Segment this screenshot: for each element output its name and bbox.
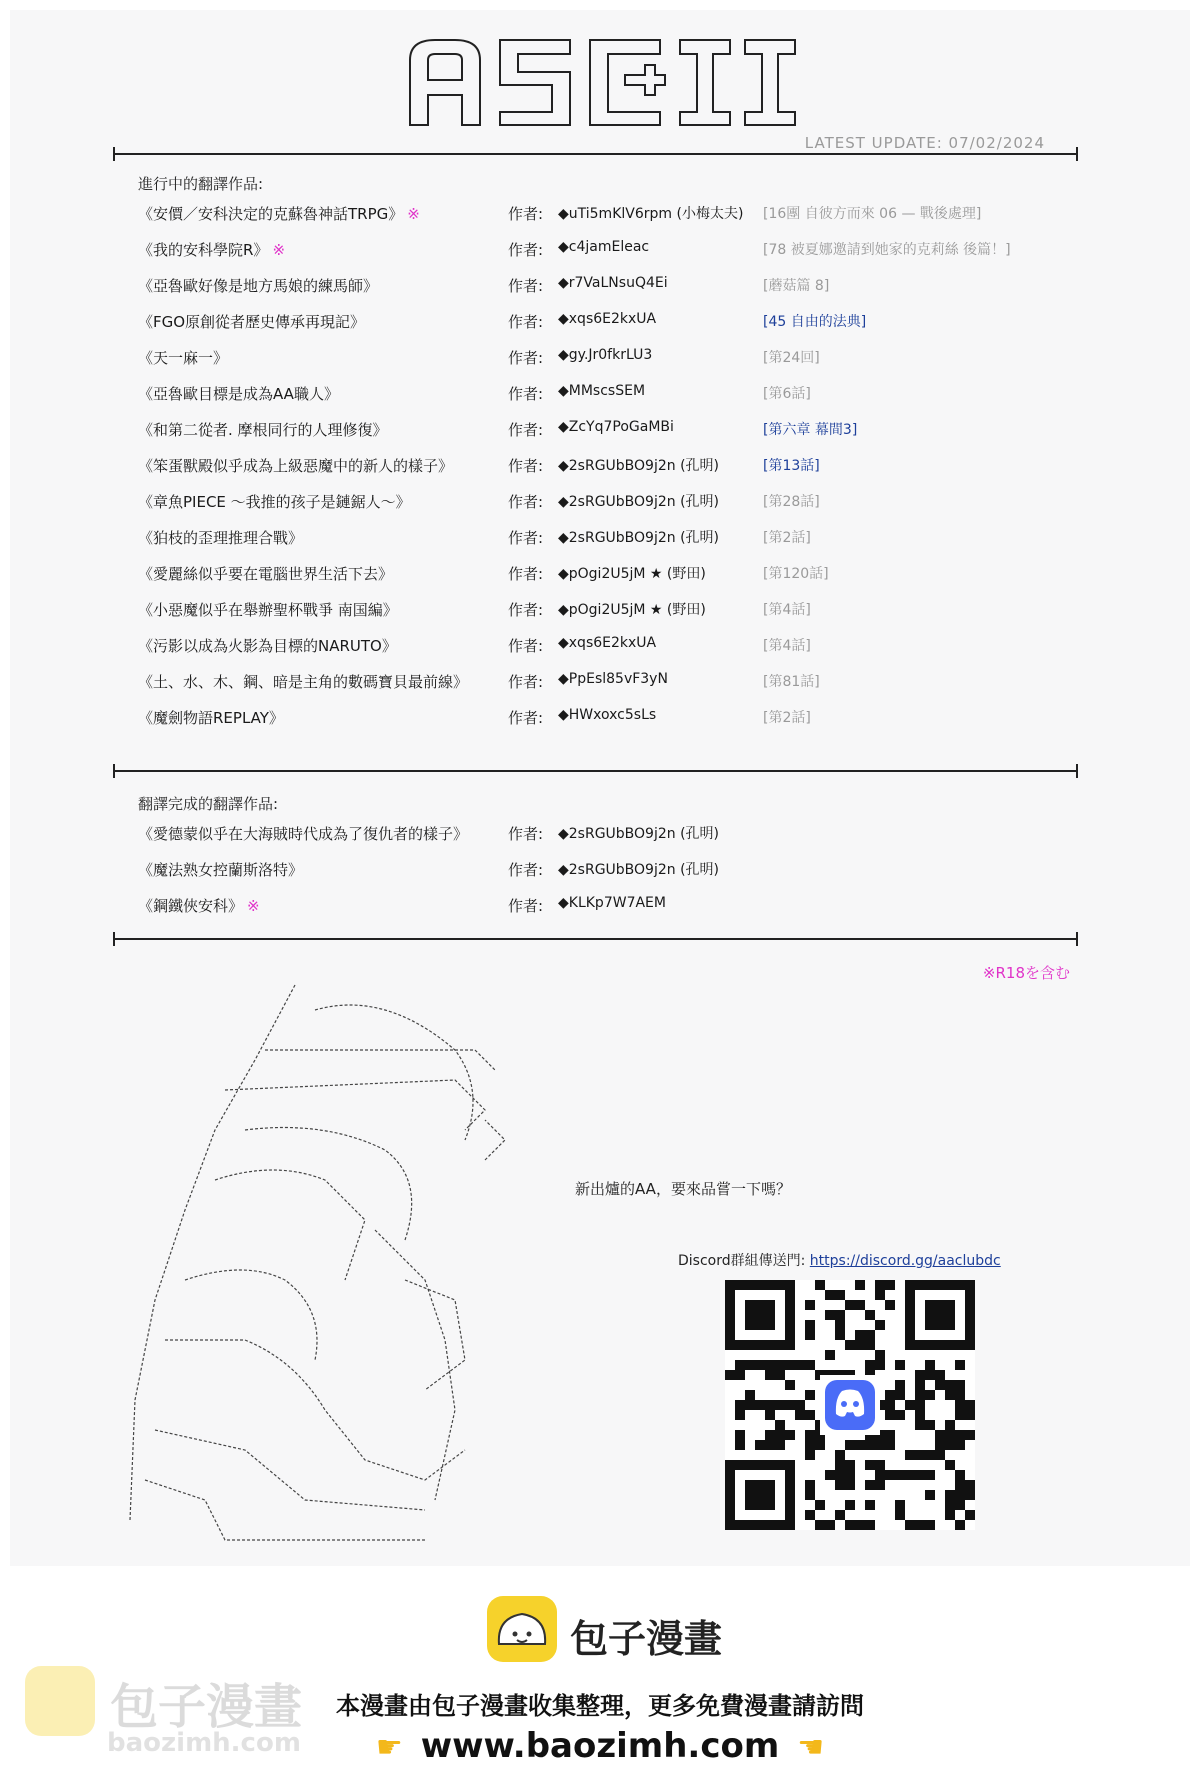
author-name: ◆c4jamEleac: [558, 239, 650, 255]
promo-text: 新出爐的AA，要來品嘗一下嗎？: [575, 1180, 791, 1198]
author-name: ◆gy.Jr0fkrLU3: [558, 347, 653, 363]
author-label: 作者:: [508, 241, 544, 259]
divider: [113, 938, 1078, 940]
work-title[interactable]: 《狛枝的歪理推理合戰》: [138, 529, 304, 547]
footer-url[interactable]: www.baozimh.com: [420, 1726, 780, 1766]
author-name: ◆2sRGUbBO9j2n (孔明): [558, 862, 720, 878]
author-label: 作者:: [508, 565, 544, 583]
work-row[interactable]: [138, 671, 1078, 699]
work-row[interactable]: [138, 707, 1078, 735]
work-row[interactable]: [138, 491, 1078, 519]
chapter-status[interactable]: [第81話]: [763, 674, 820, 690]
work-title[interactable]: 《鋼鐵俠安科》 ※: [138, 897, 260, 915]
work-title[interactable]: 《亞魯歐好像是地方馬娘的練馬師》: [138, 277, 379, 295]
author-label: 作者:: [508, 457, 544, 475]
discord-icon: [825, 1380, 875, 1430]
author-name: ◆ZcYq7PoGaMBi: [558, 419, 674, 435]
page-sheet: [10, 10, 1190, 1566]
work-title[interactable]: 《天一麻一》: [138, 349, 229, 367]
author-name: ◆PpEsl85vF3yN: [558, 671, 668, 687]
work-row[interactable]: [138, 563, 1078, 591]
work-title[interactable]: 《FGO原創從者歷史傳承再現記》: [138, 313, 366, 331]
chapter-status[interactable]: [蘑菇篇 8]: [763, 278, 830, 294]
chapter-status[interactable]: [45 自由的法典]: [763, 314, 867, 330]
pointing-hand-right-icon: ☛: [375, 1730, 403, 1765]
latest-update: LATEST UPDATE: 07/02/2024: [804, 134, 1045, 152]
author-label: 作者:: [508, 897, 544, 915]
author-label: 作者:: [508, 421, 544, 439]
author-name: ◆xqs6E2kxUA: [558, 311, 657, 327]
work-row[interactable]: [138, 419, 1078, 447]
work-row[interactable]: [138, 455, 1078, 483]
author-label: 作者:: [508, 709, 544, 727]
author-name: ◆2sRGUbBO9j2n (孔明): [558, 530, 720, 546]
r18-mark: ※: [247, 897, 260, 915]
chapter-status[interactable]: [第28話]: [763, 494, 820, 510]
chapter-status[interactable]: [第13話]: [763, 458, 820, 474]
work-title[interactable]: 《小惡魔似乎在舉辦聖杯戰爭 南国編》: [138, 601, 398, 619]
author-label: 作者:: [508, 349, 544, 367]
author-label: 作者:: [508, 825, 544, 843]
work-row[interactable]: [138, 599, 1078, 627]
chapter-status[interactable]: [第4話]: [763, 638, 811, 654]
footer: [0, 1566, 1200, 1782]
work-title[interactable]: 《和第二從者. 摩根同行的人理修復》: [138, 421, 388, 439]
author-name: ◆uTi5mKlV6rpm (小梅太夫): [558, 206, 744, 222]
work-row[interactable]: [138, 527, 1078, 555]
watermark-logo-icon: [25, 1666, 95, 1736]
author-name: ◆xqs6E2kxUA: [558, 635, 657, 651]
work-row[interactable]: [138, 383, 1078, 411]
watermark-name: 包子漫畫: [110, 1679, 303, 1735]
author-label: 作者:: [508, 385, 544, 403]
ongoing-section-title: 進行中的翻譯作品:: [138, 175, 264, 193]
author-label: 作者:: [508, 205, 544, 223]
chapter-status[interactable]: [16團 自彼方而來 06 — 戰後處理]: [763, 206, 982, 222]
divider: [113, 153, 1078, 155]
baozi-logo-icon: [487, 1596, 557, 1662]
work-row[interactable]: [138, 823, 1078, 851]
author-name: ◆MMscsSEM: [558, 383, 646, 399]
r18-note: ※R18を含む: [982, 964, 1070, 982]
chapter-status[interactable]: [第2話]: [763, 710, 811, 726]
chapter-status[interactable]: [第4話]: [763, 602, 811, 618]
r18-mark: ※: [272, 241, 286, 259]
watermark-url: baozimh.com: [107, 1728, 301, 1758]
author-label: 作者:: [508, 277, 544, 295]
work-title[interactable]: 《污影以成為火影為目標的NARUTO》: [138, 637, 397, 655]
discord-line: [678, 1250, 1001, 1270]
author-name: ◆pOgi2U5jM ★ (野田): [558, 566, 706, 582]
author-name: ◆KLKp7W7AEM: [558, 895, 666, 911]
chapter-status[interactable]: [第六章 幕間3]: [763, 422, 858, 438]
work-title[interactable]: 《我的安科學院R》 ※: [138, 241, 286, 259]
author-name: ◆2sRGUbBO9j2n (孔明): [558, 826, 720, 842]
author-name: ◆2sRGUbBO9j2n (孔明): [558, 494, 720, 510]
chapter-status[interactable]: [第24回]: [763, 350, 820, 366]
author-label: 作者:: [508, 493, 544, 511]
work-title[interactable]: 《亞魯歐目標是成為AA職人》: [138, 385, 339, 403]
work-row[interactable]: [138, 275, 1078, 303]
ascii-art-illustration: [125, 980, 545, 1550]
work-title[interactable]: 《魔劍物語REPLAY》: [138, 709, 284, 727]
author-label: 作者:: [508, 601, 544, 619]
chapter-status[interactable]: [第120話]: [763, 566, 829, 582]
author-label: 作者:: [508, 673, 544, 691]
r18-mark: ※: [407, 205, 420, 223]
author-label: 作者:: [508, 313, 544, 331]
work-title[interactable]: 《章魚PIECE 〜我推的孩子是鏈鋸人〜》: [138, 493, 411, 511]
work-row[interactable]: [138, 311, 1078, 339]
work-row[interactable]: [138, 859, 1078, 887]
work-row[interactable]: [138, 895, 1078, 923]
chapter-status[interactable]: [78 被夏娜邀請到她家的克莉絲 後篇！]: [763, 242, 1011, 258]
footer-brand: 包子漫畫: [570, 1617, 723, 1661]
author-name: ◆2sRGUbBO9j2n (孔明): [558, 458, 720, 474]
work-row[interactable]: [138, 239, 1078, 267]
discord-link[interactable]: https://discord.gg/aaclubdc: [809, 1253, 1001, 1269]
author-label: 作者:: [508, 637, 544, 655]
chapter-status[interactable]: [第6話]: [763, 386, 811, 402]
work-row[interactable]: [138, 347, 1078, 375]
work-title[interactable]: 《安價／安科決定的克蘇魯神話TRPG》 ※: [138, 205, 420, 223]
work-row[interactable]: [138, 203, 1078, 231]
work-title[interactable]: 《魔法熟女控蘭斯洛特》: [138, 861, 304, 879]
footer-notice: 本漫畫由包子漫畫收集整理，更多免費漫畫請訪問: [336, 1692, 864, 1720]
discord-qr-code: [725, 1280, 975, 1530]
completed-section-title: 翻譯完成的翻譯作品:: [138, 795, 279, 813]
discord-label: Discord群組傳送門:: [678, 1253, 810, 1269]
author-label: 作者:: [508, 529, 544, 547]
work-title[interactable]: 《愛德蒙似乎在大海賊時代成為了復仇者的樣子》: [138, 825, 469, 843]
work-title[interactable]: 《土、水、木、鋼、暗是主角的數碼寶貝最前線》: [138, 673, 469, 691]
work-row[interactable]: [138, 635, 1078, 663]
author-label: 作者:: [508, 861, 544, 879]
ascii-logo: [400, 30, 800, 135]
pointing-hand-left-icon: ☚: [797, 1730, 825, 1765]
author-name: ◆pOgi2U5jM ★ (野田): [558, 602, 706, 618]
author-name: ◆r7VaLNsuQ4Ei: [558, 275, 668, 291]
divider: [113, 770, 1078, 772]
chapter-status[interactable]: [第2話]: [763, 530, 811, 546]
author-name: ◆HWxoxc5sLs: [558, 707, 657, 723]
work-title[interactable]: 《愛麗絲似乎要在電腦世界生活下去》: [138, 565, 394, 583]
work-title[interactable]: 《笨蛋獸殿似乎成為上級惡魔中的新人的樣子》: [138, 457, 454, 475]
